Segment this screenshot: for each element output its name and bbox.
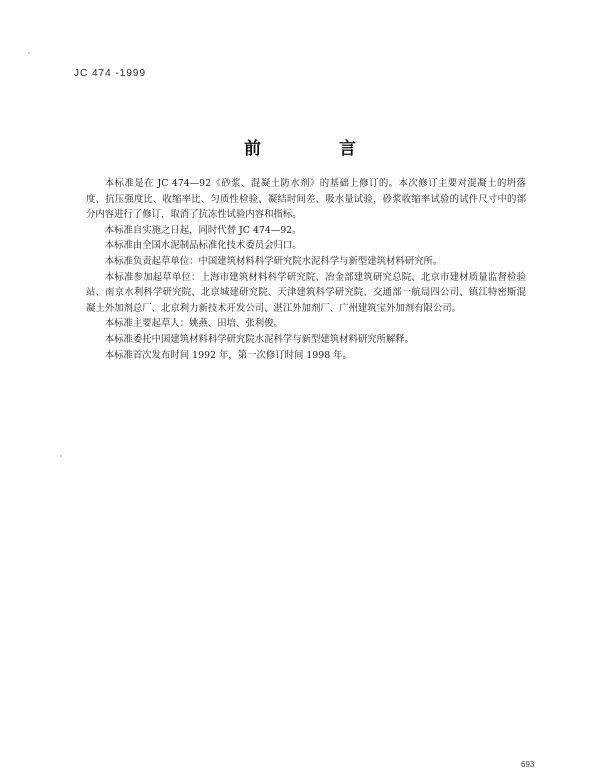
page-title: 前 言 [244,139,392,159]
paragraph-interpretation: 本标准委托中国建筑材料科学研究院水泥科学与新型建筑材料研究所解释。 [104,333,415,345]
page-number: 693 [521,760,535,769]
scan-speck [60,455,62,457]
foreword-body [86,176,526,363]
paragraph-replaces: 本标准自实施之日起，同时代替 JC 474—92。 [104,224,302,236]
paragraph-main-drafters: 本标准主要起草人：姚燕、田培、张利俊。 [104,318,283,330]
paragraph-revision-basis: 本标准是在 JC 474—92《砂浆、混凝土防水剂》的基础上修订的。本次修订主要对混凝土的坍落度、抗压强度比、收缩率比、匀质性检验、凝结时间差、吸水量试验，砂浆收缩率试验的试件尺寸中的部分内容进行了修订，取消了抗冻性试验内容和指标。 [86,178,526,221]
paragraph-committee: 本标准由全国水泥制品标准化技术委员会归口。 [104,240,302,252]
paragraph-participating-drafters: 本标准参加起草单位：上海市建筑材料科学研究院、冶金部建筑研究总院、北京市建材质量监督检验站、南京水利科学研究院、北京城建研究院、天津建筑科学研究院、交通部一航局四公司、镇江特密斯混凝土外加剂总厂、北京利力新技术开发公司、湛江外加剂厂、广州建筑宝外加剂有限公司。 [86,271,526,314]
paragraph-lead-drafter: 本标准负责起草单位：中国建筑材料科学研究院水泥科学与新型建筑材料研究所。 [104,255,443,267]
scan-speck [28,52,30,54]
paragraph-publication-history: 本标准首次发布时间 1992 年，第一次修订时间 1998 年。 [104,349,352,361]
standard-code: JC 474 -1999 [74,68,147,79]
